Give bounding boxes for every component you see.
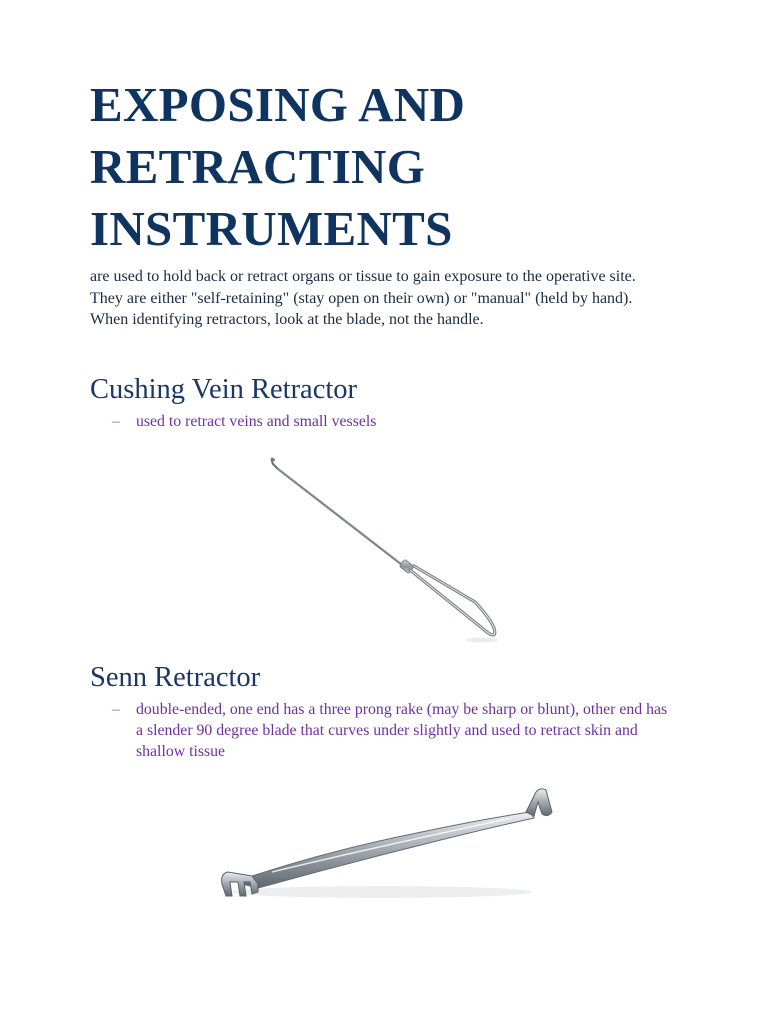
cushing-vein-retractor-icon: [250, 452, 520, 658]
title-line-2: RETRACTING: [90, 139, 426, 194]
bullet-text-senn: double-ended, one end has a three prong rake (may be sharp or blunt), other end has a slender 90 degree blade that curves under slightly and used to retract skin and shallow tissue: [136, 701, 668, 761]
title-line-1: EXPOSING AND: [90, 77, 466, 132]
section-heading-senn: Senn Retractor: [90, 662, 261, 693]
dash-marker: –: [112, 701, 120, 718]
section-heading-cushing: Cushing Vein Retractor: [90, 374, 358, 405]
senn-retractor-icon: [212, 772, 560, 906]
bullet-text-cushing: used to retract veins and small vessels: [136, 413, 377, 430]
page-title: [90, 74, 690, 260]
intro-paragraph: are used to hold back or retract organs or tissue to gain exposure to the operative site. They are either "self-retaining" (stay open on their own) or "manual" (held by hand). When identifying retractors, look at the blade, not the handle.: [90, 268, 636, 329]
dash-marker: –: [112, 413, 120, 430]
title-line-3: INSTRUMENTS: [90, 201, 453, 256]
bullet-list-cushing: [112, 411, 672, 432]
list-item: [112, 411, 672, 432]
list-item: [112, 699, 672, 763]
bullet-list-senn: [112, 699, 672, 763]
